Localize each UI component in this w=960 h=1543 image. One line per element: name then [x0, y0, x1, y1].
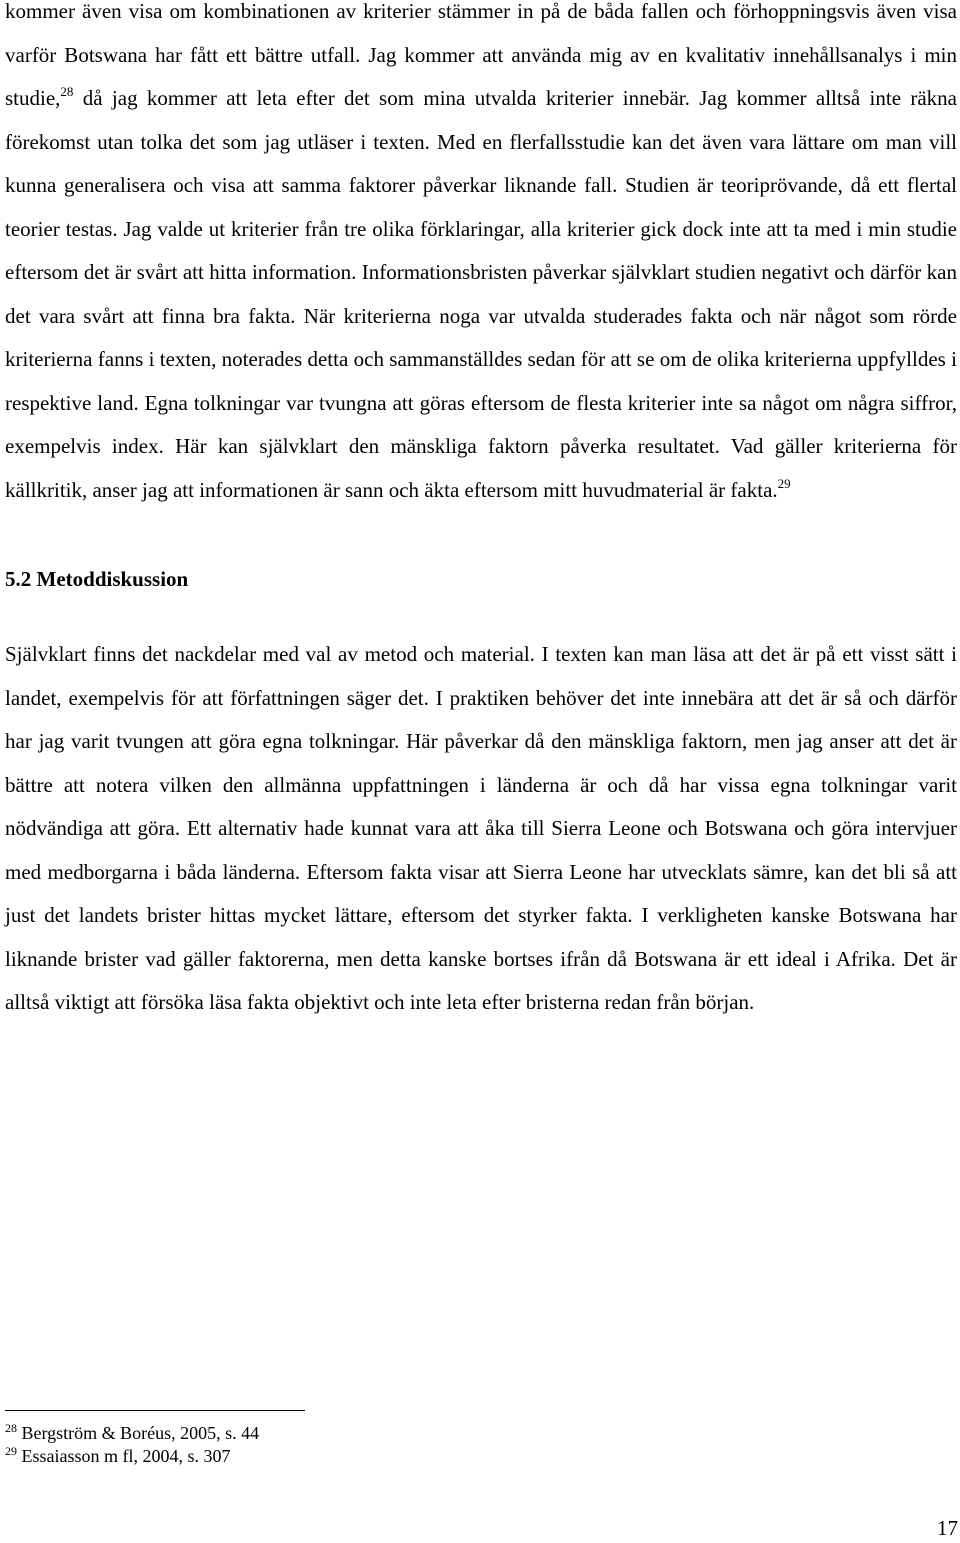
footnote-divider [5, 1410, 305, 1411]
footnote-text: Essaiasson m fl, 2004, s. 307 [17, 1446, 231, 1466]
paragraph-text: kommer även visa om kombinationen av kriterier stämmer in på de båda fallen och förhoppningsvis även visa varför Botswana har fått ett bättre utfall. Jag kommer att använda mig av en kvalitativ innehållsanalys i min studie, [5, 0, 957, 110]
footnotes [5, 1422, 259, 1468]
footnote-ref[interactable]: 28 [60, 84, 74, 99]
body-paragraph-discussion: Självklart finns det nackdelar med val av metod och material. I texten kan man läsa att det är på ett visst sätt i landet, exempelvis för att författningen säger det. I praktiken behöver det inte innebära att det är så och därför har jag varit tvungen att göra egna tolkningar. Här påverkar då den mänskliga faktorn, men jag anser att det är bättre att notera vilken den allmänna uppfattningen i länderna är och då har vissa egna tolkningar varit nödvändiga att göra. Ett alternativ hade kunnat vara att åka till Sierra Leone och Botswana och göra intervjuer med medborgarna i båda länderna. Eftersom fakta visar att Sierra Leone har utvecklats sämre, kan det bli så att just det landets brister hittas mycket lättare, eftersom det styrker fakta. I verkligheten kanske Botswana har liknande brister vad gäller faktorerna, men detta kanske bortses ifrån då Botswana är ett ideal i Afrika. Det är alltså viktigt att försöka läsa fakta objektivt och inte leta efter bristerna redan från början. [5, 642, 957, 1014]
footnote-text: Bergström & Boréus, 2005, s. 44 [17, 1423, 260, 1443]
paragraph-text: då jag kommer att leta efter det som mina utvalda kriterier innebär. Jag kommer alltså inte räkna förekomst utan tolka det som jag utläser i texten. Med en flerfallsstudie kan det även vara lättare om man vill kunna generalisera och visa att samma faktorer påverkar liknande fall. Studien är teoriprövande, då ett flertal teorier testas. Jag valde ut kriterier från tre olika förklaringar, alla kriterier gick dock inte att ta med i min studie eftersom det är svårt att hitta information. Informationsbristen påverkar självklart studien negativt och därför kan det vara svårt att finna bra fakta. När kriterierna noga var utvalda studerades fakta och när något som rörde kriterierna fanns i texten, noterades detta och sammanställdes sedan för att se om de olika kriterierna uppfylldes i respektive land. Egna tolkningar var tvungna att göras eftersom de flesta kriterier inte sa något om några siffror, exempelvis index. Här kan självklart den mänskliga faktorn påverka resultatet. Vad gäller kriterierna för källkritik, anser jag att informationen är sann och äkta eftersom mitt huvudmaterial är fakta. [5, 86, 957, 502]
body-paragraph-method [5, 0, 957, 512]
document-page [5, 0, 957, 1025]
footnote-number: 29 [5, 1444, 17, 1458]
footnote-item [5, 1422, 259, 1445]
footnote-ref[interactable]: 29 [777, 475, 791, 491]
footnote-item [5, 1445, 259, 1468]
footnote-number: 28 [5, 1421, 17, 1435]
section-heading: 5.2 Metoddiskussion [5, 567, 189, 591]
page-number: 17 [937, 1516, 958, 1540]
